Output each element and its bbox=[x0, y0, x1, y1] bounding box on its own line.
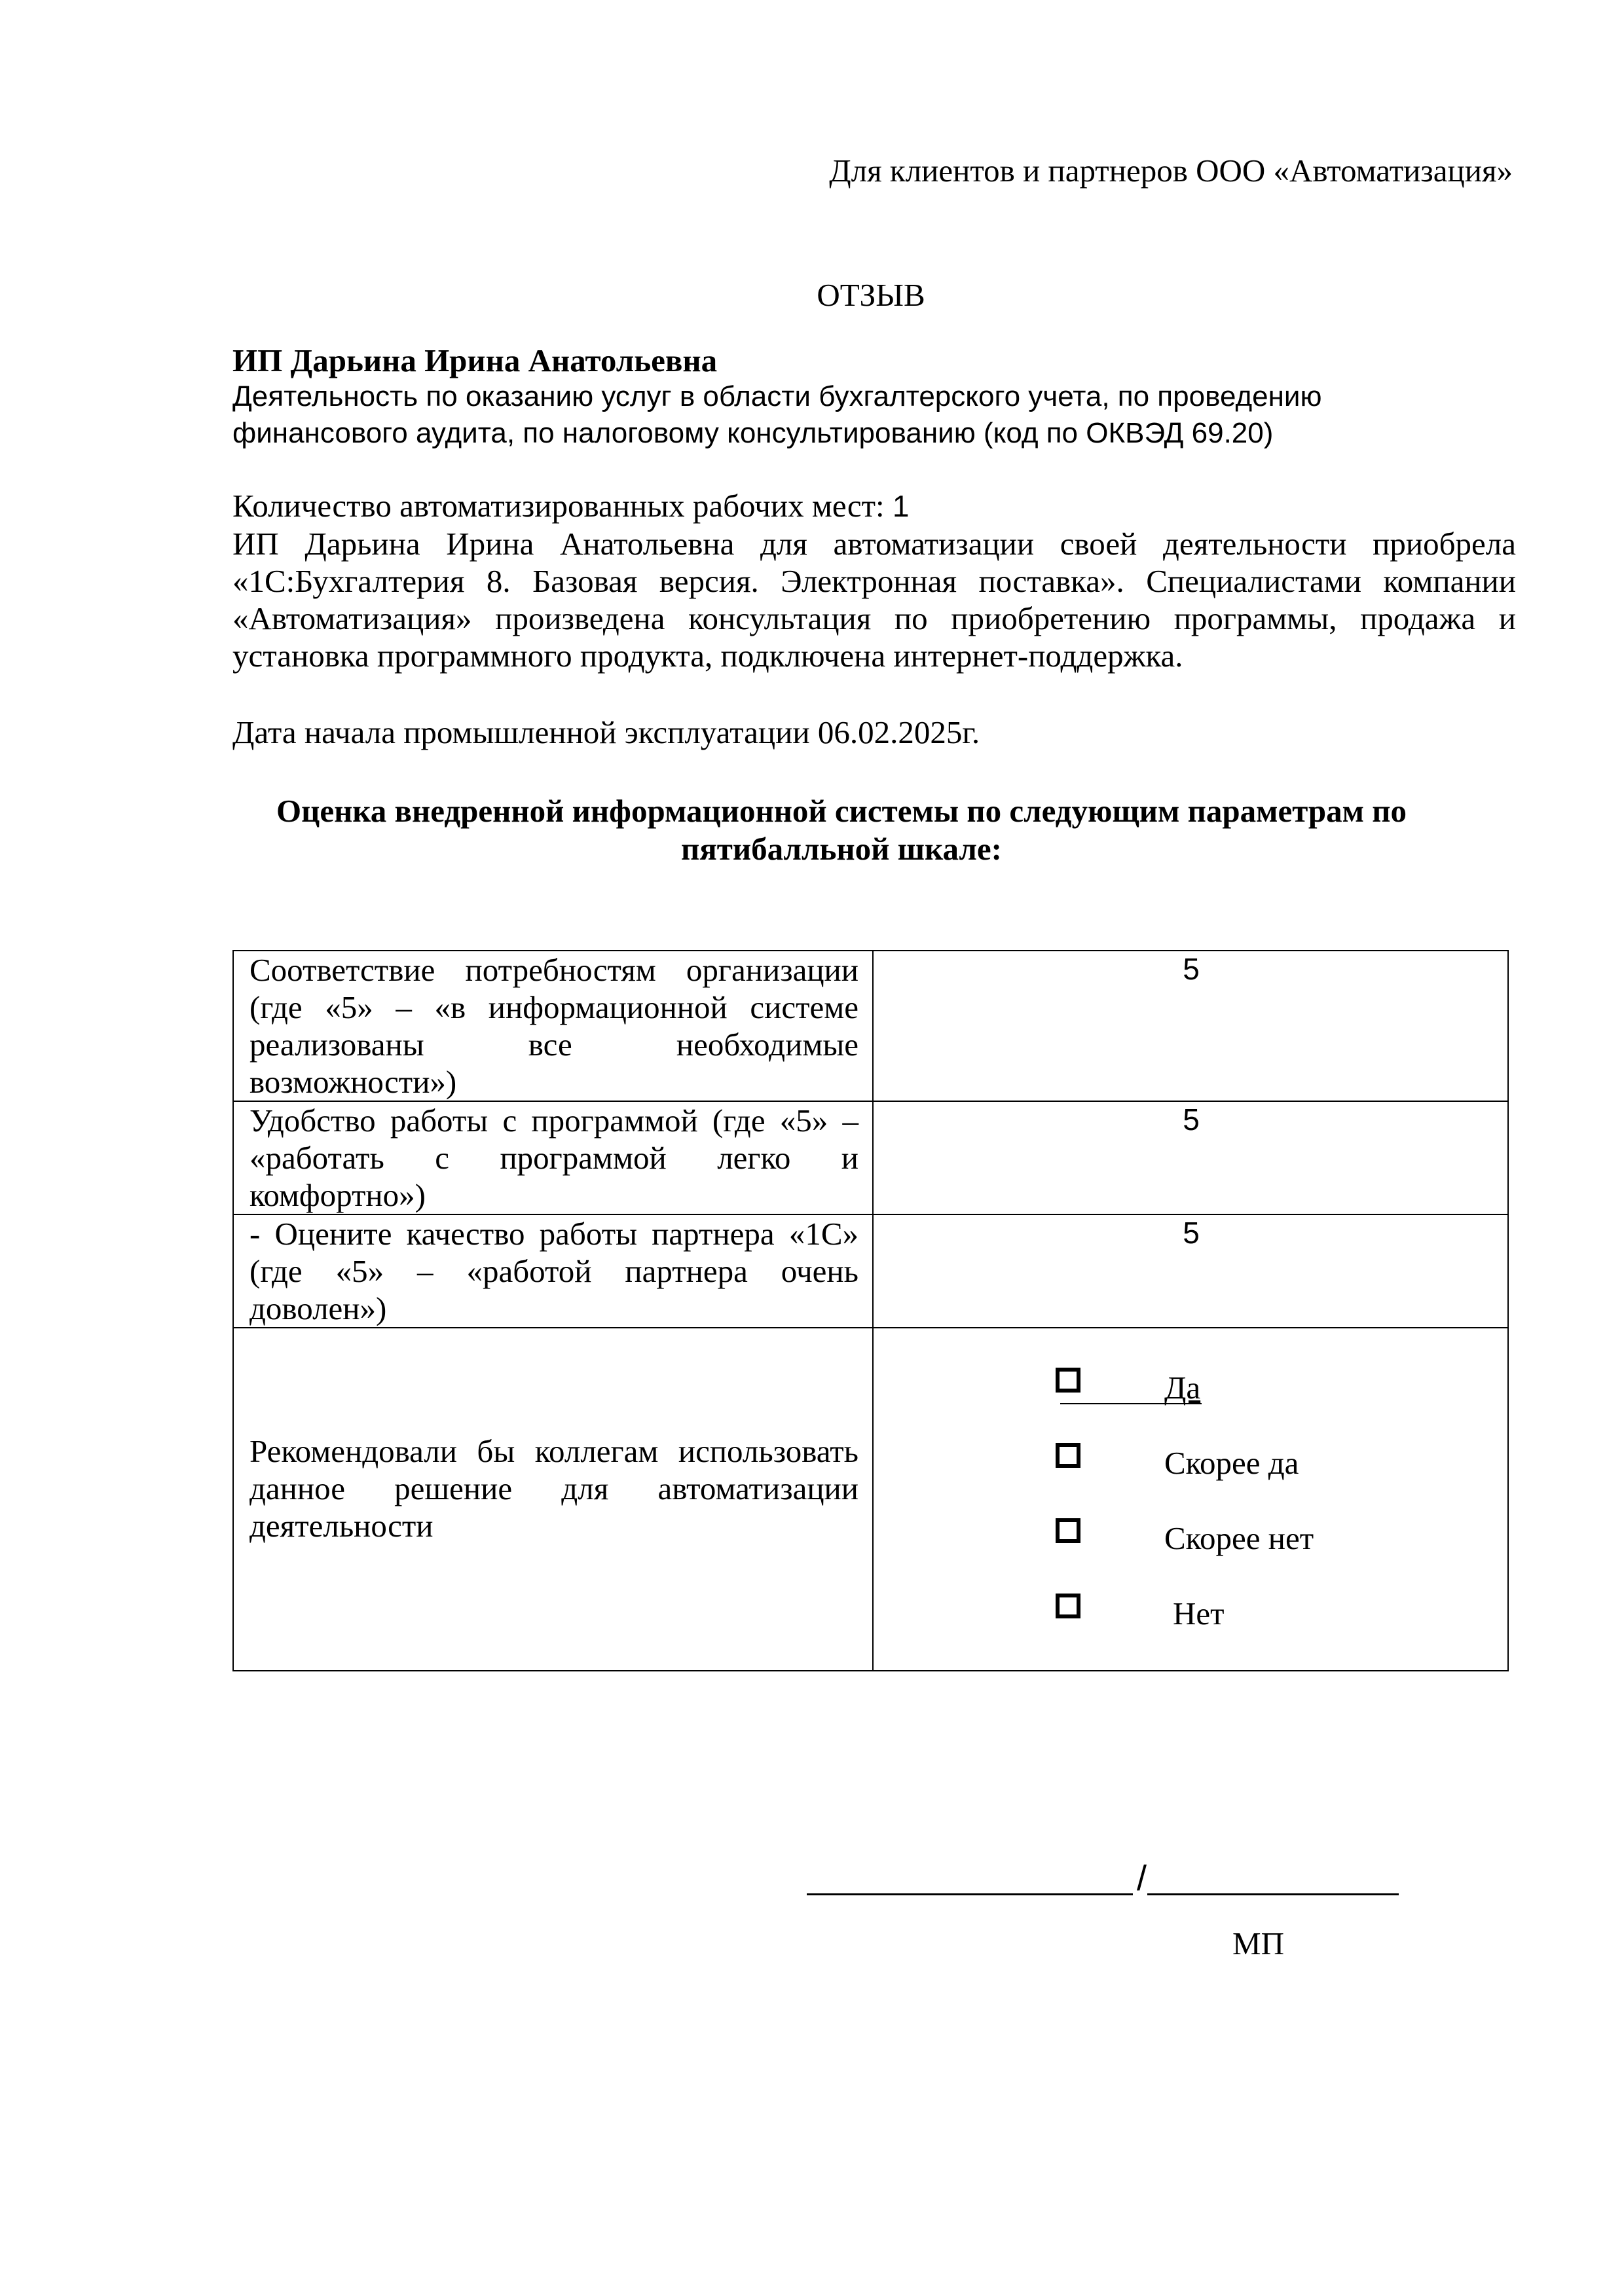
organization-name: ИП Дарьина Ирина Анатольевна bbox=[232, 342, 718, 378]
workplaces-label: Количество автоматизированных рабочих мест: bbox=[232, 488, 893, 524]
signature-separator: / bbox=[1137, 1859, 1147, 1898]
criterion-cell: Соответствие потребностям организации (где «5» – «в информационной системе реализованы все необходимые возможности») bbox=[249, 952, 858, 1100]
header-note: Для клиентов и партнеров ООО «Автоматизация» bbox=[829, 153, 1513, 189]
recommend-question: Рекомендовали бы коллегам использовать данное решение для автоматизации деятельности bbox=[249, 1433, 858, 1544]
score-cell: 5 bbox=[1183, 952, 1200, 986]
signature-line bbox=[807, 1893, 1133, 1895]
criterion-cell: - Оцените качество работы партнера «1С» (где «5» – «работой партнера очень доволен») bbox=[249, 1216, 858, 1326]
checkbox-icon[interactable] bbox=[1056, 1518, 1080, 1543]
score-cell: 5 bbox=[1183, 1102, 1200, 1137]
name-line bbox=[1147, 1893, 1399, 1895]
option-no[interactable]: Нет bbox=[1173, 1595, 1225, 1631]
criterion-cell: Удобство работы с программой (где «5» – «работать с программой легко и комфортно») bbox=[249, 1102, 858, 1213]
evaluation-heading: Оценка внедренной информационной системы по следующим параметрам по пятибалльной шкале: bbox=[276, 793, 1407, 867]
option-yes[interactable]: Да bbox=[1164, 1370, 1201, 1406]
option-rather-yes[interactable]: Скорее да bbox=[1164, 1445, 1299, 1481]
option-rather-no[interactable]: Скорее нет bbox=[1164, 1520, 1314, 1556]
purchase-paragraph: ИП Дарьина Ирина Анатольевна для автоматизации своей деятельности приобрела «1С:Бухгалтерия 8. Базовая версия. Электронная поставка». Специалистами компании «Автоматизация» произведена консультация по приобретению программы, продажа и установка программного продукта, подключена интернет-поддержка. bbox=[232, 526, 1516, 674]
stamp-label: МП bbox=[1232, 1925, 1284, 1961]
table-column-divider bbox=[872, 951, 874, 1670]
evaluation-table bbox=[232, 950, 1509, 1671]
score-cell: 5 bbox=[1183, 1216, 1200, 1250]
checkbox-icon[interactable] bbox=[1056, 1594, 1080, 1618]
document-title: ОТЗЫВ bbox=[817, 277, 925, 313]
workplaces-value: 1 bbox=[892, 489, 910, 523]
start-date-line: Дата начала промышленной эксплуатации 06.02.2025г. bbox=[232, 714, 980, 750]
checkbox-icon[interactable] bbox=[1056, 1368, 1080, 1393]
checkbox-icon[interactable] bbox=[1056, 1443, 1080, 1468]
workplaces-line bbox=[232, 487, 1516, 525]
activity-description: Деятельность по оказанию услуг в области бухгалтерского учета, по проведению финансового аудита, по налоговому консультированию (код по ОКВЭД 69.20) bbox=[232, 380, 1322, 449]
table-row-divider bbox=[234, 1327, 1507, 1328]
